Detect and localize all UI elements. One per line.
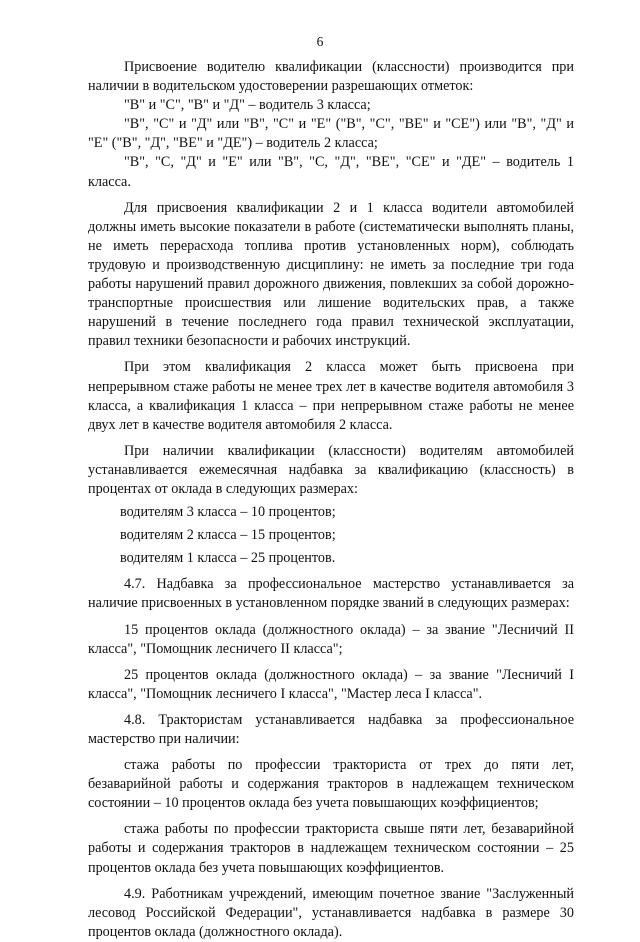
paragraph-class-2-marks: "В", "С" и "Д" или "В", "С" и "Е" ("В", "С", "ВЕ" и "СЕ") или "В", "Д" и "Е" ("В", "Д", "ВЕ" и "ДЕ") – водитель 2 класса; (88, 116, 574, 152)
list-item-class-1-bonus: водителям 1 класса – 25 процентов. (120, 550, 336, 567)
section-4-9: 4.9. Работникам учреждений, имеющим почетное звание "Заслуженный лесовод Российской Федерации", устанавливается надбавка в размере 30 процентов оклада (должностного оклада). (88, 885, 574, 940)
paragraph-rank-i-bonus: 25 процентов оклада (должностного оклада) – за звание "Лесничий I класса", "Помощник лесничего I класса", "Мастер леса I класса". (88, 666, 574, 702)
paragraph-experience-conditions: При этом квалификация 2 класса может быть присвоена при непрерывном стаже работы не менее трех лет в качестве водителя автомобиля 3 класса, а квалификация 1 класса – при непрерывном стаже работы не менее двух лет в качестве водителя автомобиля 2 класса. (88, 359, 574, 433)
section-4-7: 4.7. Надбавка за профессиональное мастерство устанавливается за наличие присвоенных в установленном порядке званий в следующих размерах: (88, 576, 574, 612)
paragraph-tractor-over-5-years: стажа работы по профессии тракториста свыше пяти лет, безаварийной работы и содержания тракторов в надлежащем техническом состоянии – 25 процентов оклада без учета повышающих коэффициентов. (88, 821, 574, 876)
paragraph-requirements: Для присвоения квалификации 2 и 1 класса водители автомобилей должны иметь высокие показатели в работе (систематически выполнять планы, не иметь перерасхода топлива против установленных норм), соблюдать трудовую и производственную дисциплину: не иметь за последние три года работы нарушений правил дорожного движения, повлекших за собой дорожно-транспортные происшествия или лишение водительских прав, а также нарушений в течение последнего года правил технической эксплуатации, правил техники безопасности и рабочих инструкций. (88, 199, 574, 350)
paragraph-qualification-intro: Присвоение водителю квалификации (классности) производится при наличии в водительском удостоверении разрешающих отметок: (88, 59, 574, 95)
list-item-class-3-bonus: водителям 3 класса – 10 процентов; (120, 504, 336, 521)
paragraph-tractor-3-5-years: стажа работы по профессии тракториста от трех до пяти лет, безаварийной работы и содержания тракторов в надлежащем техническом состоянии – 10 процентов оклада без учета повышающих коэффициентов; (88, 757, 574, 812)
list-item-class-2-bonus: водителям 2 класса – 15 процентов; (120, 527, 336, 544)
section-4-8: 4.8. Трактористам устанавливается надбавка за профессиональное мастерство при наличии: (88, 711, 574, 747)
paragraph-rank-ii-bonus: 15 процентов оклада (должностного оклада) – за звание "Лесничий II класса", "Помощник лесничего II класса"; (88, 621, 574, 657)
paragraph-class-3-marks: "В" и "С", "В" и "Д" – водитель 3 класса; (124, 97, 371, 114)
paragraph-class-1-marks: "В", "С, "Д" и "Е" или "В", "С, "Д", "ВЕ", "СЕ" и "ДЕ" – водитель 1 класса. (88, 154, 574, 190)
document-body (88, 58, 574, 942)
page-number: 6 (316, 34, 324, 49)
paragraph-bonus-intro: При наличии квалификации (классности) водителям автомобилей устанавливается ежемесячная надбавка за квалификацию (классность) в процентах от оклада в следующих размерах: (88, 442, 574, 497)
